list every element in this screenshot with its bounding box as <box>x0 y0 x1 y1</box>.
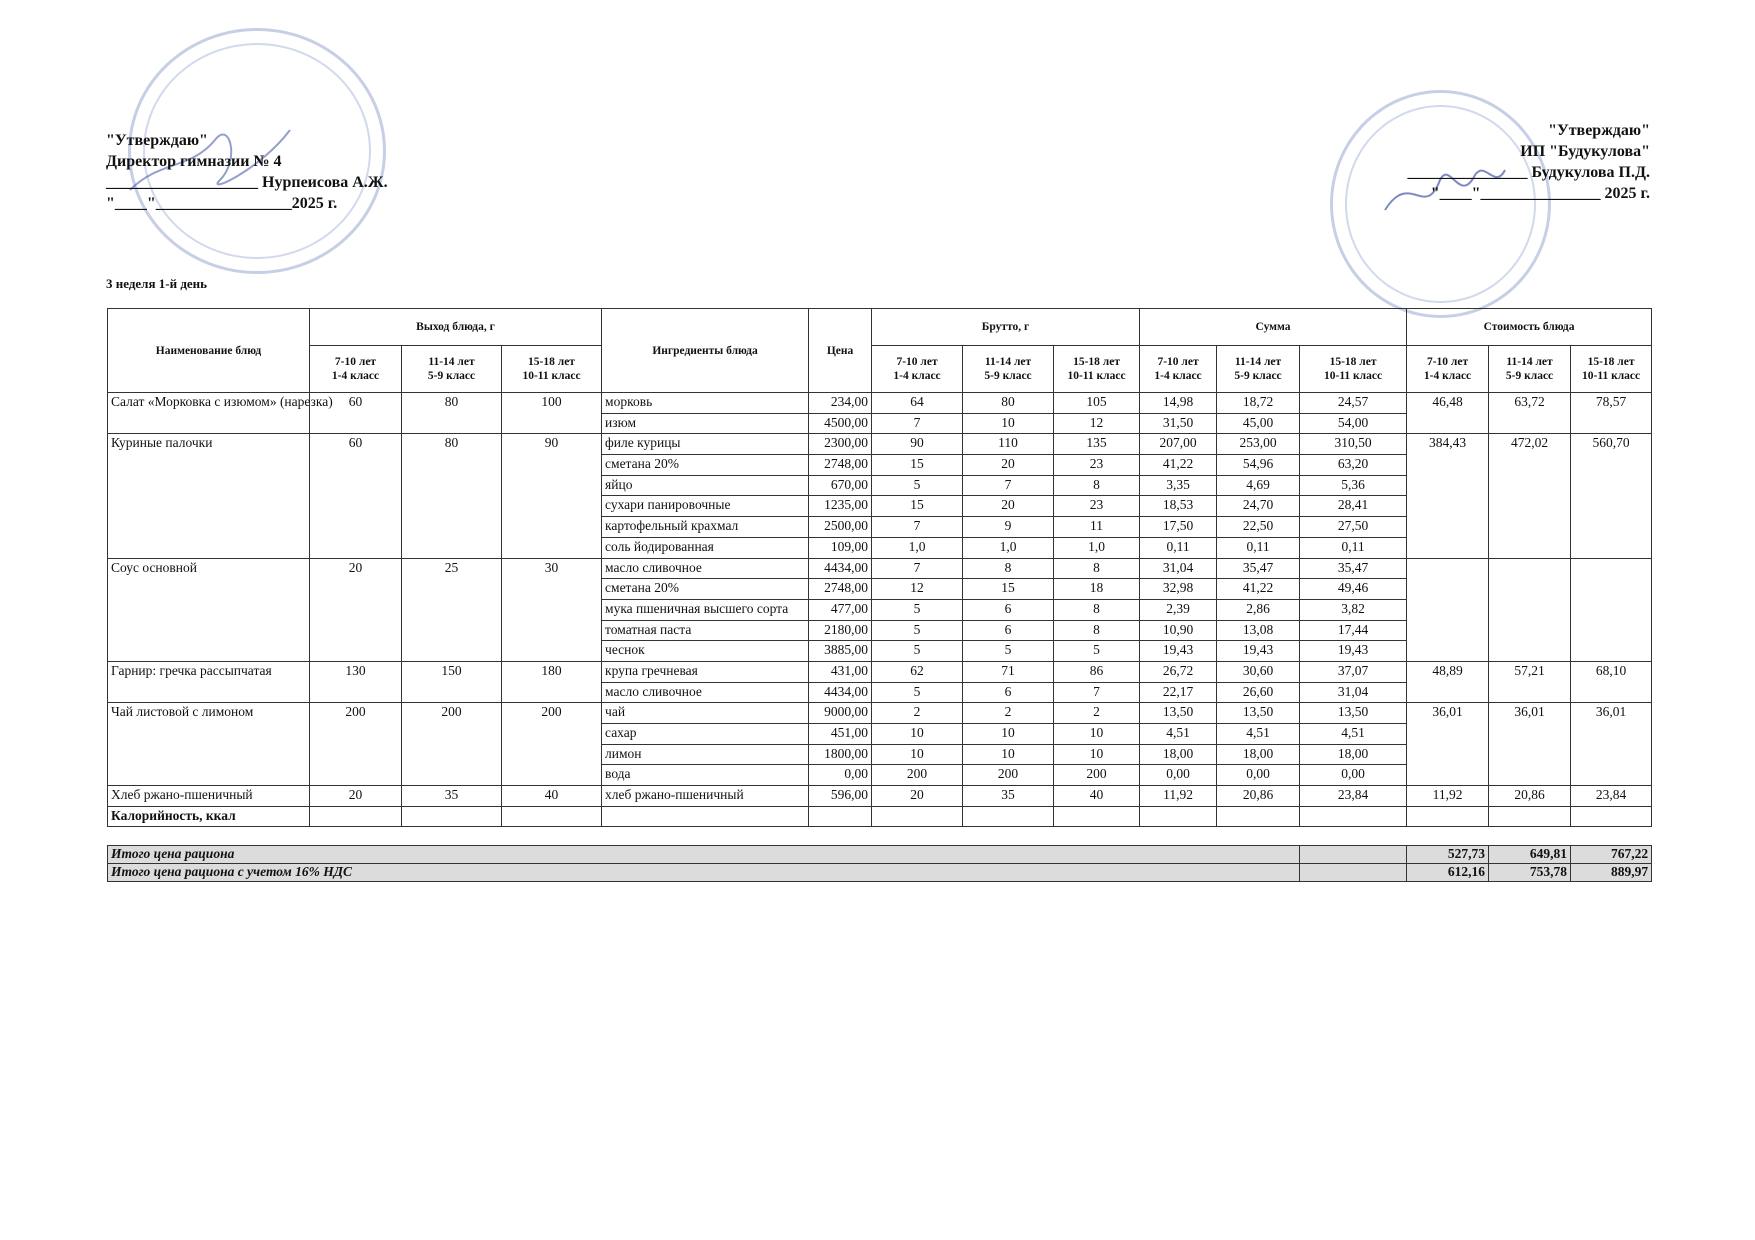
ingredient-price: 1800,00 <box>809 744 872 765</box>
ingredient-gross: 5 <box>963 641 1054 662</box>
ingredient-gross: 5 <box>872 599 963 620</box>
table-row <box>108 703 1652 724</box>
ingredient-gross: 40 <box>1054 786 1140 807</box>
dish-cost: 78,57 <box>1571 393 1652 434</box>
ingredient-price: 2748,00 <box>809 455 872 476</box>
ingredient-price: 4434,00 <box>809 558 872 579</box>
group-age: 11-14 лет <box>984 356 1032 368</box>
approval-left-line4: "____"_________________2025 г. <box>106 195 338 212</box>
ingredient-name: филе курицы <box>602 434 809 455</box>
table-row <box>108 393 1652 414</box>
ingredient-sum: 45,00 <box>1217 413 1300 434</box>
ingredient-sum: 31,50 <box>1140 413 1217 434</box>
col-sum-group-0 <box>1140 346 1217 393</box>
dish-output: 60 <box>310 434 402 558</box>
ingredient-gross: 12 <box>1054 413 1140 434</box>
dish-cost: 68,10 <box>1571 661 1652 702</box>
ingredient-gross: 135 <box>1054 434 1140 455</box>
ingredient-gross: 5 <box>872 641 963 662</box>
ingredient-gross: 105 <box>1054 393 1140 414</box>
ingredient-gross: 1,0 <box>963 537 1054 558</box>
ingredient-gross: 8 <box>963 558 1054 579</box>
table-row <box>108 434 1652 455</box>
group-grade: 10-11 класс <box>1582 370 1641 382</box>
ingredient-sum: 13,50 <box>1300 703 1407 724</box>
dish-cost: 36,01 <box>1407 703 1489 786</box>
dish-output: 130 <box>310 661 402 702</box>
ingredient-sum: 18,53 <box>1140 496 1217 517</box>
dish-output: 40 <box>502 786 602 807</box>
ingredient-price: 2300,00 <box>809 434 872 455</box>
ingredient-price: 4434,00 <box>809 682 872 703</box>
col-dish-name: Наименование блюд <box>108 309 310 393</box>
table-row <box>108 661 1652 682</box>
ingredient-sum: 49,46 <box>1300 579 1407 600</box>
ingredient-sum: 31,04 <box>1300 682 1407 703</box>
dish-cost <box>1571 558 1652 661</box>
group-age: 15-18 лет <box>528 356 575 368</box>
ingredient-price: 1235,00 <box>809 496 872 517</box>
ingredient-price: 109,00 <box>809 537 872 558</box>
ingredient-sum: 18,72 <box>1217 393 1300 414</box>
ingredient-sum: 253,00 <box>1217 434 1300 455</box>
calories-cell <box>402 806 502 827</box>
dish-name: Хлеб ржано-пшеничный <box>108 786 310 807</box>
approval-left <box>106 130 388 214</box>
ingredient-sum: 54,96 <box>1217 455 1300 476</box>
ingredient-gross: 7 <box>872 413 963 434</box>
dish-output: 80 <box>402 393 502 434</box>
ingredient-price: 2180,00 <box>809 620 872 641</box>
calories-cell <box>1217 806 1300 827</box>
ingredient-gross: 10 <box>963 413 1054 434</box>
dish-name: Куриные палочки <box>108 434 310 558</box>
col-cost-group-0 <box>1407 346 1489 393</box>
ingredient-name: сметана 20% <box>602 579 809 600</box>
table-row <box>108 558 1652 579</box>
group-grade: 10-11 класс <box>1067 370 1126 382</box>
ingredient-gross: 35 <box>963 786 1054 807</box>
ingredient-sum: 310,50 <box>1300 434 1407 455</box>
ingredient-gross: 5 <box>872 620 963 641</box>
group-grade: 5-9 класс <box>1505 370 1554 382</box>
ingredient-sum: 35,47 <box>1217 558 1300 579</box>
dish-name: Салат «Морковка с изюмом» (нарезка) <box>108 393 310 434</box>
ingredient-name: морковь <box>602 393 809 414</box>
ingredient-gross: 10 <box>963 724 1054 745</box>
approval-left-line2: Директор гимназии № 4 <box>106 153 282 170</box>
total-row-value: 527,73 <box>1407 846 1489 864</box>
ingredient-gross: 5 <box>1054 641 1140 662</box>
ingredient-gross: 86 <box>1054 661 1140 682</box>
dish-output: 180 <box>502 661 602 702</box>
total-vat-row-label: Итого цена рациона с учетом 16% НДС <box>108 864 1300 882</box>
ingredient-sum: 14,98 <box>1140 393 1217 414</box>
group-grade: 1-4 класс <box>1423 370 1472 382</box>
total-vat-row-blank <box>1300 864 1407 882</box>
group-age: 7-10 лет <box>1426 356 1469 368</box>
ingredient-gross: 18 <box>1054 579 1140 600</box>
ingredient-sum: 13,50 <box>1217 703 1300 724</box>
ingredient-name: лимон <box>602 744 809 765</box>
group-age: 7-10 лет <box>334 356 377 368</box>
total-row-value: 649,81 <box>1489 846 1571 864</box>
ingredient-price: 670,00 <box>809 475 872 496</box>
ingredient-name: мука пшеничная высшего сорта <box>602 599 809 620</box>
group-grade: 1-4 класс <box>893 370 941 382</box>
dish-cost: 472,02 <box>1489 434 1571 558</box>
ingredient-gross: 7 <box>1054 682 1140 703</box>
ingredient-sum: 63,20 <box>1300 455 1407 476</box>
ingredient-gross: 8 <box>1054 558 1140 579</box>
ingredient-gross: 6 <box>963 682 1054 703</box>
group-age: 11-14 лет <box>1506 356 1553 368</box>
ingredient-gross: 10 <box>872 724 963 745</box>
ingredient-sum: 10,90 <box>1140 620 1217 641</box>
ingredient-gross: 71 <box>963 661 1054 682</box>
menu-table <box>107 308 1652 882</box>
ingredient-gross: 6 <box>963 599 1054 620</box>
approval-left-line1: "Утверждаю" <box>106 132 208 149</box>
dish-cost: 57,21 <box>1489 661 1571 702</box>
ingredient-sum: 0,00 <box>1140 765 1217 786</box>
ingredient-gross: 7 <box>872 558 963 579</box>
ingredient-sum: 0,00 <box>1217 765 1300 786</box>
spacer-cell <box>108 827 1652 846</box>
dish-cost: 36,01 <box>1571 703 1652 786</box>
ingredient-sum: 4,69 <box>1217 475 1300 496</box>
dish-output: 90 <box>502 434 602 558</box>
dish-output: 200 <box>402 703 502 786</box>
dish-output: 20 <box>310 786 402 807</box>
calories-cell <box>1300 806 1407 827</box>
dish-cost: 384,43 <box>1407 434 1489 558</box>
ingredient-sum: 18,00 <box>1140 744 1217 765</box>
col-price: Цена <box>809 309 872 393</box>
dish-cost: 36,01 <box>1489 703 1571 786</box>
total-vat-row-value: 753,78 <box>1489 864 1571 882</box>
approval-right-line2: ИП "Будукулова" <box>1520 143 1650 160</box>
ingredient-sum: 18,00 <box>1217 744 1300 765</box>
ingredient-sum: 37,07 <box>1300 661 1407 682</box>
ingredient-name: сахар <box>602 724 809 745</box>
group-age: 15-18 лет <box>1329 356 1377 368</box>
ingredient-price: 4500,00 <box>809 413 872 434</box>
ingredient-sum: 207,00 <box>1140 434 1217 455</box>
ingredient-sum: 22,17 <box>1140 682 1217 703</box>
dish-output: 30 <box>502 558 602 661</box>
ingredient-sum: 23,84 <box>1300 786 1407 807</box>
ingredient-sum: 41,22 <box>1217 579 1300 600</box>
ingredient-sum: 2,39 <box>1140 599 1217 620</box>
calories-cell <box>809 806 872 827</box>
ingredient-gross: 7 <box>872 517 963 538</box>
ingredient-gross: 90 <box>872 434 963 455</box>
ingredient-gross: 15 <box>872 496 963 517</box>
approval-right-line1: "Утверждаю" <box>1548 122 1650 139</box>
ingredient-gross: 64 <box>872 393 963 414</box>
col-gross: Брутто, г <box>872 309 1140 346</box>
ingredient-sum: 0,00 <box>1300 765 1407 786</box>
dish-cost: 11,92 <box>1407 786 1489 807</box>
ingredient-gross: 1,0 <box>872 537 963 558</box>
approval-left-line3: ___________________ Нурпеисова А.Ж. <box>106 174 388 191</box>
ingredient-gross: 12 <box>872 579 963 600</box>
ingredient-gross: 20 <box>963 455 1054 476</box>
col-cost-group-1 <box>1489 346 1571 393</box>
group-grade: 5-9 класс <box>1234 370 1282 382</box>
ingredient-price: 9000,00 <box>809 703 872 724</box>
dish-output: 100 <box>502 393 602 434</box>
dish-cost <box>1407 558 1489 661</box>
col-gross-group-2 <box>1054 346 1140 393</box>
ingredient-name: томатная паста <box>602 620 809 641</box>
ingredient-sum: 13,50 <box>1140 703 1217 724</box>
ingredient-gross: 80 <box>963 393 1054 414</box>
ingredient-name: крупа гречневая <box>602 661 809 682</box>
ingredient-name: чай <box>602 703 809 724</box>
ingredient-sum: 0,11 <box>1300 537 1407 558</box>
dish-output: 60 <box>310 393 402 434</box>
total-vat-row <box>108 864 1652 882</box>
ingredient-sum: 19,43 <box>1217 641 1300 662</box>
ingredient-sum: 30,60 <box>1217 661 1300 682</box>
ingredient-sum: 2,86 <box>1217 599 1300 620</box>
approval-right-line3: _______________ Будукулова П.Д. <box>1407 164 1650 181</box>
ingredient-sum: 13,08 <box>1217 620 1300 641</box>
day-label: 3 неделя 1-й день <box>106 276 208 291</box>
calories-cell <box>1571 806 1652 827</box>
ingredient-sum: 26,60 <box>1217 682 1300 703</box>
dish-output: 35 <box>402 786 502 807</box>
ingredient-gross: 2 <box>872 703 963 724</box>
ingredient-gross: 5 <box>872 682 963 703</box>
dish-output: 25 <box>402 558 502 661</box>
ingredient-gross: 11 <box>1054 517 1140 538</box>
ingredient-sum: 20,86 <box>1217 786 1300 807</box>
ingredient-gross: 10 <box>1054 724 1140 745</box>
ingredient-sum: 4,51 <box>1300 724 1407 745</box>
ingredient-name: сухари панировочные <box>602 496 809 517</box>
ingredient-gross: 20 <box>963 496 1054 517</box>
ingredient-gross: 200 <box>872 765 963 786</box>
dish-cost: 560,70 <box>1571 434 1652 558</box>
ingredient-name: вода <box>602 765 809 786</box>
col-gross-group-1 <box>963 346 1054 393</box>
group-age: 7-10 лет <box>1157 356 1199 368</box>
ingredient-gross: 200 <box>1054 765 1140 786</box>
group-grade: 10-11 класс <box>522 370 581 382</box>
ingredient-gross: 62 <box>872 661 963 682</box>
col-gross-group-0 <box>872 346 963 393</box>
dish-output: 200 <box>310 703 402 786</box>
total-vat-row-value: 889,97 <box>1571 864 1652 882</box>
col-cost: Стоимость блюда <box>1407 309 1652 346</box>
ingredient-sum: 19,43 <box>1300 641 1407 662</box>
ingredient-gross: 2 <box>963 703 1054 724</box>
ingredient-sum: 17,44 <box>1300 620 1407 641</box>
group-grade: 5-9 класс <box>984 370 1032 382</box>
ingredient-sum: 19,43 <box>1140 641 1217 662</box>
ingredient-gross: 200 <box>963 765 1054 786</box>
ingredient-price: 0,00 <box>809 765 872 786</box>
ingredient-sum: 5,36 <box>1300 475 1407 496</box>
ingredient-gross: 110 <box>963 434 1054 455</box>
ingredient-gross: 20 <box>872 786 963 807</box>
group-age: 11-14 лет <box>1234 356 1282 368</box>
group-grade: 1-4 класс <box>1154 370 1202 382</box>
ingredient-name: масло сливочное <box>602 682 809 703</box>
ingredient-sum: 24,57 <box>1300 393 1407 414</box>
ingredient-gross: 8 <box>1054 620 1140 641</box>
ingredient-price: 451,00 <box>809 724 872 745</box>
ingredient-name: чеснок <box>602 641 809 662</box>
ingredient-gross: 23 <box>1054 496 1140 517</box>
calories-cell <box>1054 806 1140 827</box>
ingredient-sum: 24,70 <box>1217 496 1300 517</box>
ingredient-price: 477,00 <box>809 599 872 620</box>
ingredient-price: 234,00 <box>809 393 872 414</box>
calories-cell <box>602 806 809 827</box>
ingredient-name: сметана 20% <box>602 455 809 476</box>
ingredient-name: хлеб ржано-пшеничный <box>602 786 809 807</box>
dish-output: 80 <box>402 434 502 558</box>
ingredient-gross: 6 <box>963 620 1054 641</box>
ingredient-sum: 4,51 <box>1140 724 1217 745</box>
ingredient-name: картофельный крахмал <box>602 517 809 538</box>
dish-name: Чай листовой с лимоном <box>108 703 310 786</box>
col-ingredients: Ингредиенты блюда <box>602 309 809 393</box>
ingredient-gross: 15 <box>963 579 1054 600</box>
col-output-group-2 <box>502 346 602 393</box>
ingredient-sum: 28,41 <box>1300 496 1407 517</box>
total-row-value: 767,22 <box>1571 846 1652 864</box>
total-row-label: Итого цена рациона <box>108 846 1300 864</box>
ingredient-gross: 8 <box>1054 599 1140 620</box>
col-output-group-0 <box>310 346 402 393</box>
group-age: 7-10 лет <box>896 356 938 368</box>
ingredient-sum: 4,51 <box>1217 724 1300 745</box>
ingredient-price: 2500,00 <box>809 517 872 538</box>
ingredient-sum: 3,35 <box>1140 475 1217 496</box>
ingredient-gross: 7 <box>963 475 1054 496</box>
dish-cost: 23,84 <box>1571 786 1652 807</box>
ingredient-gross: 23 <box>1054 455 1140 476</box>
approval-right-line4: "____"_______________ 2025 г. <box>1430 185 1650 202</box>
dish-cost: 20,86 <box>1489 786 1571 807</box>
ingredient-gross: 2 <box>1054 703 1140 724</box>
ingredient-price: 596,00 <box>809 786 872 807</box>
ingredient-sum: 41,22 <box>1140 455 1217 476</box>
ingredient-gross: 15 <box>872 455 963 476</box>
ingredient-sum: 35,47 <box>1300 558 1407 579</box>
calories-cell <box>1407 806 1489 827</box>
ingredient-name: масло сливочное <box>602 558 809 579</box>
ingredient-gross: 8 <box>1054 475 1140 496</box>
ingredient-sum: 27,50 <box>1300 517 1407 538</box>
ingredient-gross: 5 <box>872 475 963 496</box>
ingredient-sum: 17,50 <box>1140 517 1217 538</box>
calories-label: Калорийность, ккал <box>108 806 310 827</box>
ingredient-gross: 9 <box>963 517 1054 538</box>
col-output: Выход блюда, г <box>310 309 602 346</box>
ingredient-price: 431,00 <box>809 661 872 682</box>
group-grade: 1-4 класс <box>331 370 380 382</box>
ingredient-price: 2748,00 <box>809 579 872 600</box>
ingredient-sum: 22,50 <box>1217 517 1300 538</box>
ingredient-name: яйцо <box>602 475 809 496</box>
ingredient-sum: 0,11 <box>1217 537 1300 558</box>
ingredient-price: 3885,00 <box>809 641 872 662</box>
ingredient-name: соль йодированная <box>602 537 809 558</box>
ingredient-sum: 32,98 <box>1140 579 1217 600</box>
ingredient-sum: 26,72 <box>1140 661 1217 682</box>
col-output-group-1 <box>402 346 502 393</box>
group-grade: 10-11 класс <box>1323 370 1383 382</box>
col-cost-group-2 <box>1571 346 1652 393</box>
spacer-row <box>108 827 1652 846</box>
group-grade: 5-9 класс <box>427 370 476 382</box>
calories-cell <box>310 806 402 827</box>
col-sum-group-1 <box>1217 346 1300 393</box>
group-age: 15-18 лет <box>1073 356 1120 368</box>
calories-cell <box>872 806 963 827</box>
col-sum-group-2 <box>1300 346 1407 393</box>
ingredient-sum: 54,00 <box>1300 413 1407 434</box>
ingredient-gross: 10 <box>1054 744 1140 765</box>
table-row <box>108 786 1652 807</box>
ingredient-gross: 1,0 <box>1054 537 1140 558</box>
calories-cell <box>502 806 602 827</box>
calories-cell <box>1489 806 1571 827</box>
calories-cell <box>963 806 1054 827</box>
dish-cost <box>1489 558 1571 661</box>
approval-right <box>1407 120 1650 204</box>
total-row-blank <box>1300 846 1407 864</box>
dish-cost: 48,89 <box>1407 661 1489 702</box>
group-age: 11-14 лет <box>428 356 475 368</box>
ingredient-sum: 18,00 <box>1300 744 1407 765</box>
calories-cell <box>1140 806 1217 827</box>
total-vat-row-value: 612,16 <box>1407 864 1489 882</box>
dish-cost: 63,72 <box>1489 393 1571 434</box>
dish-output: 200 <box>502 703 602 786</box>
dish-cost: 46,48 <box>1407 393 1489 434</box>
ingredient-sum: 11,92 <box>1140 786 1217 807</box>
ingredient-sum: 0,11 <box>1140 537 1217 558</box>
ingredient-name: изюм <box>602 413 809 434</box>
ingredient-sum: 31,04 <box>1140 558 1217 579</box>
col-sum: Сумма <box>1140 309 1407 346</box>
calories-row <box>108 806 1652 827</box>
ingredient-sum: 3,82 <box>1300 599 1407 620</box>
total-row <box>108 846 1652 864</box>
dish-name: Гарнир: гречка рассыпчатая <box>108 661 310 702</box>
dish-name: Соус основной <box>108 558 310 661</box>
dish-output: 150 <box>402 661 502 702</box>
dish-output: 20 <box>310 558 402 661</box>
ingredient-gross: 10 <box>872 744 963 765</box>
ingredient-gross: 10 <box>963 744 1054 765</box>
group-age: 15-18 лет <box>1587 356 1635 368</box>
